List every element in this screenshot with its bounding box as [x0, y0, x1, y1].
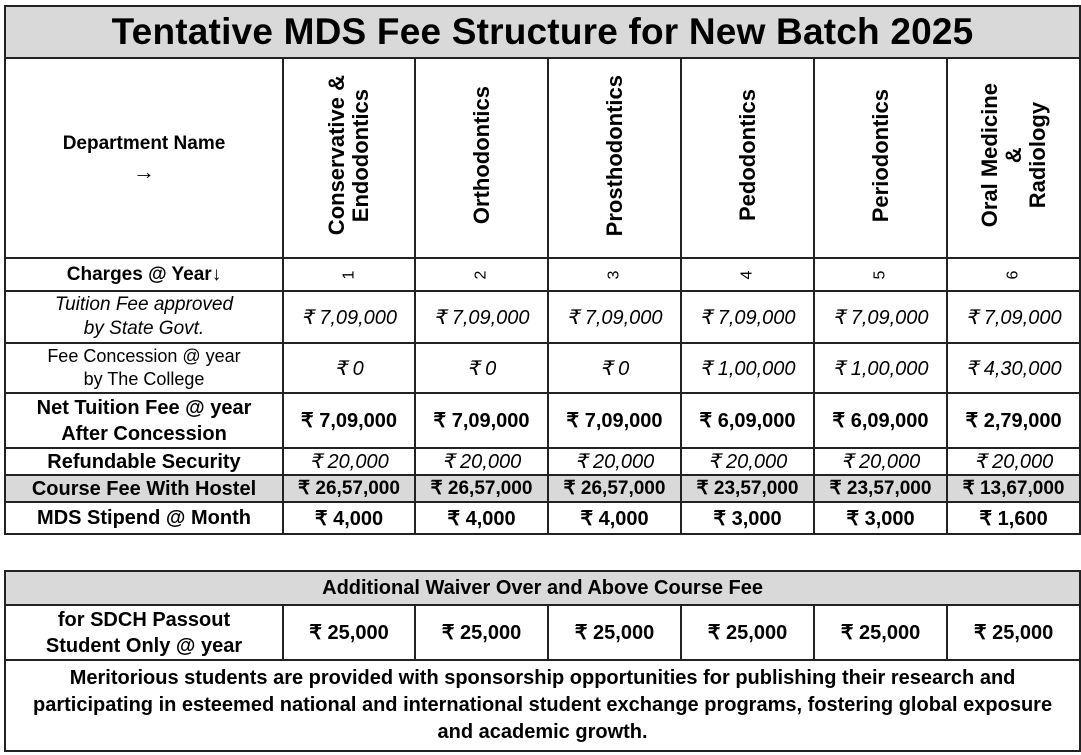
charges-num-2: 2: [472, 270, 490, 279]
refundable-security-value: ₹ 20,000: [681, 448, 814, 475]
stipend-row: [5, 502, 1080, 534]
dept-header-2: [415, 58, 548, 258]
dept-name-6: Oral Medicine & Radiology: [976, 83, 1050, 228]
fee-structure-table: [4, 5, 1081, 535]
fee-concession-value: ₹ 1,00,000: [814, 343, 947, 393]
charges-num-5: 5: [871, 270, 889, 279]
stipend-label: MDS Stipend @ Month: [5, 502, 283, 534]
refundable-security-label: Refundable Security: [5, 448, 283, 475]
refundable-security-value: ₹ 20,000: [947, 448, 1080, 475]
waiver-value: ₹ 25,000: [548, 605, 681, 660]
charges-num-cell-1: [283, 258, 415, 291]
tuition-fee-value: ₹ 7,09,000: [548, 291, 681, 343]
net-tuition-value: ₹ 6,09,000: [681, 393, 814, 448]
charges-num-cell-4: [681, 258, 814, 291]
charges-num-6: 6: [1004, 270, 1022, 279]
department-header-row: [5, 58, 1080, 258]
stipend-value: ₹ 3,000: [814, 502, 947, 534]
waiver-title-row: [5, 571, 1080, 605]
course-fee-value: ₹ 23,57,000: [681, 475, 814, 502]
charges-row: [5, 258, 1080, 291]
waiver-value: ₹ 25,000: [814, 605, 947, 660]
stipend-value: ₹ 1,600: [947, 502, 1080, 534]
net-tuition-value: ₹ 6,09,000: [814, 393, 947, 448]
dept-header-3: [548, 58, 681, 258]
tuition-fee-value: ₹ 7,09,000: [415, 291, 548, 343]
course-fee-value: ₹ 23,57,000: [814, 475, 947, 502]
waiver-label: for SDCH Passout Student Only @ year: [5, 605, 283, 660]
charges-num-cell-2: [415, 258, 548, 291]
charges-num-4: 4: [738, 270, 756, 279]
refundable-security-row: [5, 448, 1080, 475]
waiver-value: ₹ 25,000: [681, 605, 814, 660]
tuition-fee-value: ₹ 7,09,000: [947, 291, 1080, 343]
fee-concession-value: ₹ 0: [548, 343, 681, 393]
department-label-cell: [5, 58, 283, 258]
tuition-fee-value: ₹ 7,09,000: [283, 291, 415, 343]
course-fee-value: ₹ 26,57,000: [548, 475, 681, 502]
dept-name-1: Conservative & Endodontics: [324, 75, 373, 236]
net-tuition-value: ₹ 7,09,000: [415, 393, 548, 448]
net-tuition-value: ₹ 7,09,000: [548, 393, 681, 448]
stipend-value: ₹ 3,000: [681, 502, 814, 534]
charges-num-cell-6: [947, 258, 1080, 291]
fee-concession-value: ₹ 0: [415, 343, 548, 393]
fee-concession-row: [5, 343, 1080, 393]
dept-header-4: [681, 58, 814, 258]
course-fee-value: ₹ 26,57,000: [415, 475, 548, 502]
waiver-row: [5, 605, 1080, 660]
waiver-table: [4, 570, 1081, 752]
fee-concession-value: ₹ 0: [283, 343, 415, 393]
refundable-security-value: ₹ 20,000: [814, 448, 947, 475]
charges-num-cell-5: [814, 258, 947, 291]
stipend-value: ₹ 4,000: [283, 502, 415, 534]
waiver-value: ₹ 25,000: [283, 605, 415, 660]
course-fee-label: Course Fee With Hostel: [5, 475, 283, 502]
charges-num-3: 3: [605, 270, 623, 279]
stipend-value: ₹ 4,000: [415, 502, 548, 534]
course-fee-value: ₹ 13,67,000: [947, 475, 1080, 502]
sponsorship-note: Meritorious students are provided with sponsorship opportunities for publishing their research and participating in esteemed national and international student exchange programs, fostering global exposure and academic growth.: [5, 660, 1080, 751]
charges-num-1: 1: [340, 270, 357, 279]
note-row: [5, 660, 1080, 751]
dept-name-5: Periodontics: [867, 88, 893, 223]
dept-header-5: [814, 58, 947, 258]
charges-num-cell-3: [548, 258, 681, 291]
page-title: Tentative MDS Fee Structure for New Batch 2025: [5, 6, 1080, 58]
refundable-security-value: ₹ 20,000: [283, 448, 415, 475]
net-tuition-value: ₹ 2,79,000: [947, 393, 1080, 448]
dept-header-1: [283, 58, 415, 258]
dept-name-3: Prosthodontics: [601, 74, 627, 237]
refundable-security-value: ₹ 20,000: [548, 448, 681, 475]
refundable-security-value: ₹ 20,000: [415, 448, 548, 475]
fee-concession-value: ₹ 1,00,000: [681, 343, 814, 393]
tuition-fee-value: ₹ 7,09,000: [814, 291, 947, 343]
waiver-value: ₹ 25,000: [947, 605, 1080, 660]
dept-header-6: [947, 58, 1080, 258]
net-tuition-row: [5, 393, 1080, 448]
fee-concession-value: ₹ 4,30,000: [947, 343, 1080, 393]
dept-name-2: Orthodontics: [468, 86, 494, 225]
fee-concession-label: Fee Concession @ year by The College: [5, 343, 283, 393]
net-tuition-value: ₹ 7,09,000: [283, 393, 415, 448]
waiver-value: ₹ 25,000: [415, 605, 548, 660]
tuition-fee-value: ₹ 7,09,000: [681, 291, 814, 343]
department-label: Department Name: [62, 133, 226, 154]
dept-name-4: Pedodontics: [734, 89, 760, 222]
tuition-fee-row: [5, 291, 1080, 343]
title-row: [5, 6, 1080, 58]
tuition-fee-label: Tuition Fee approved by State Govt.: [5, 291, 283, 343]
stipend-value: ₹ 4,000: [548, 502, 681, 534]
course-fee-row: [5, 475, 1080, 502]
course-fee-value: ₹ 26,57,000: [283, 475, 415, 502]
net-tuition-label: Net Tuition Fee @ year After Concession: [5, 393, 283, 448]
waiver-title: Additional Waiver Over and Above Course Fee: [5, 571, 1080, 605]
charges-label: Charges @ Year↓: [5, 258, 283, 291]
right-arrow-icon: →: [133, 159, 155, 184]
